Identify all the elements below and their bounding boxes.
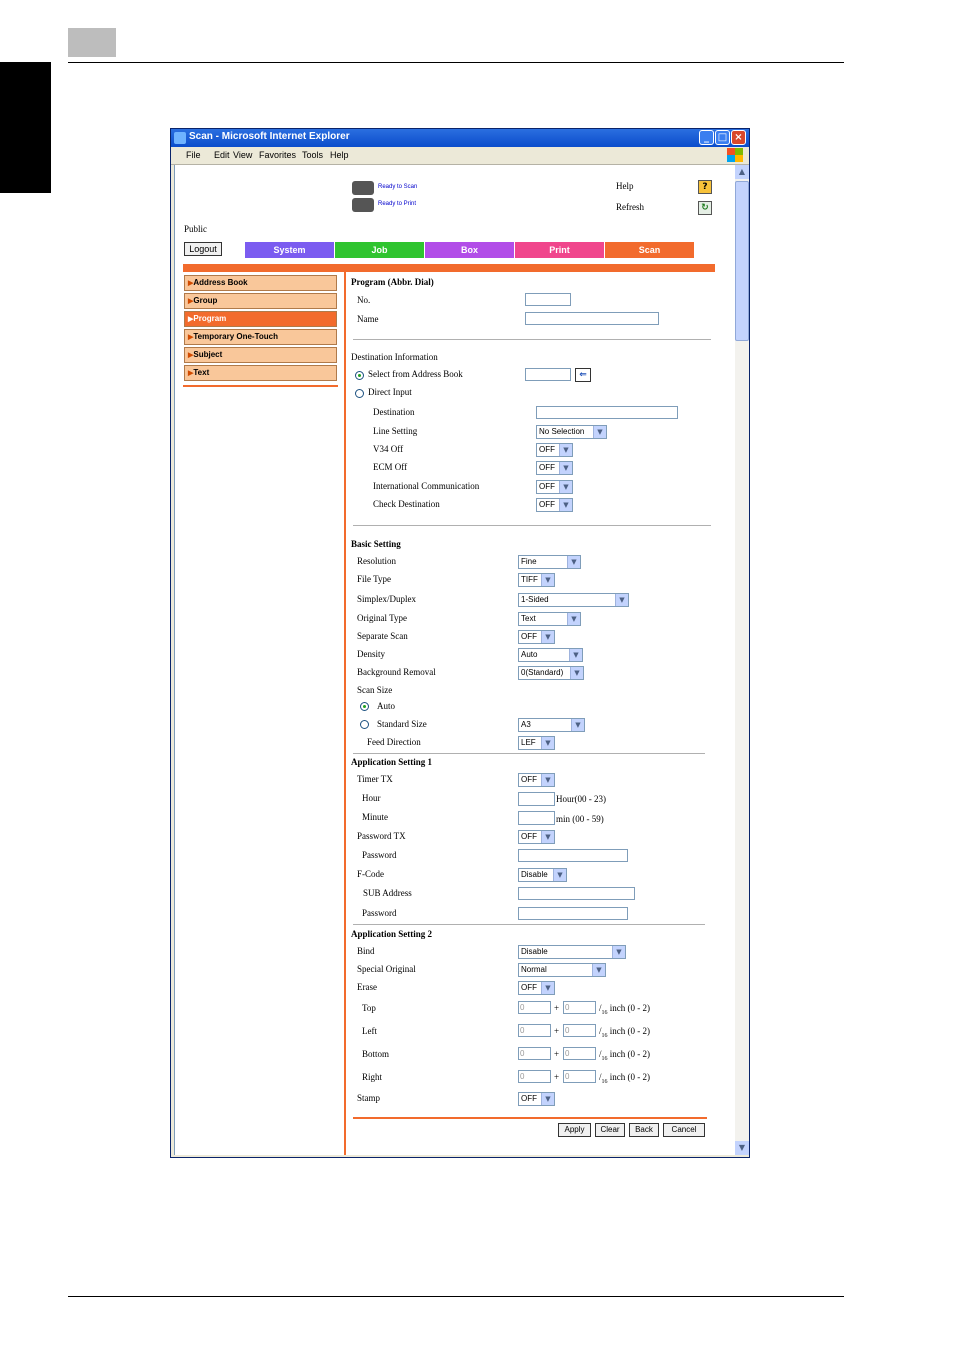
chevron-down-icon: ▼ bbox=[541, 831, 554, 843]
user-mode: Public bbox=[184, 224, 208, 234]
minute-label: Minute bbox=[362, 812, 388, 822]
erase-right-unit: $/_{16}$ inch (0 - 2) bbox=[599, 1072, 651, 1085]
bind-select[interactable]: Disable ▼ bbox=[518, 945, 626, 959]
password-input[interactable] bbox=[518, 849, 628, 862]
chevron-down-icon: ▼ bbox=[559, 499, 572, 511]
chevron-down-icon: ▼ bbox=[592, 964, 605, 976]
sidebar-divider bbox=[183, 385, 338, 387]
logout-button[interactable]: Logout bbox=[184, 242, 222, 256]
vertical-scrollbar[interactable] bbox=[734, 165, 749, 1155]
help-icon[interactable]: ? bbox=[698, 180, 712, 194]
resolution-label: Resolution bbox=[357, 556, 397, 566]
feed-direction-label: Feed Direction bbox=[367, 737, 421, 747]
chevron-down-icon: ▼ bbox=[541, 737, 554, 749]
browser-window bbox=[170, 128, 750, 1158]
chevron-down-icon: ▼ bbox=[541, 774, 554, 786]
erase-bottom-unit: $/_{16}$ inch (0 - 2) bbox=[599, 1049, 651, 1062]
maximize-button[interactable]: □ bbox=[715, 130, 730, 145]
tab-scan[interactable]: Scan bbox=[605, 242, 694, 258]
tab-box[interactable]: Box bbox=[425, 242, 514, 258]
basic-setting-title: Basic Setting bbox=[351, 539, 401, 549]
divider bbox=[353, 525, 711, 526]
fcode-password-label: Password bbox=[362, 908, 397, 918]
page-tab-marker bbox=[68, 28, 116, 57]
menu-file[interactable]: File bbox=[186, 150, 201, 160]
address-book-icon[interactable]: ⇐ bbox=[575, 368, 591, 382]
original-type-label: Original Type bbox=[357, 613, 407, 623]
erase-left-label: Left bbox=[362, 1026, 377, 1036]
minute-input[interactable] bbox=[518, 811, 555, 825]
separate-scan-label: Separate Scan bbox=[357, 631, 408, 641]
printer-icon bbox=[352, 198, 374, 212]
tab-job[interactable]: Job bbox=[335, 242, 424, 258]
erase-top-frac-input[interactable]: 0 bbox=[563, 1001, 596, 1014]
chevron-down-icon: ▼ bbox=[567, 556, 580, 568]
back-button[interactable]: Back bbox=[629, 1123, 659, 1137]
erase-left-unit: $/_{16}$ inch (0 - 2) bbox=[599, 1026, 651, 1039]
plus-sign: + bbox=[554, 1026, 560, 1036]
erase-bottom-int-input[interactable]: 0 bbox=[518, 1047, 551, 1060]
sidebar-item-program[interactable]: ▶Program bbox=[184, 311, 337, 327]
density-select[interactable]: Auto ▼ bbox=[518, 648, 583, 662]
special-original-label: Special Original bbox=[357, 964, 416, 974]
scanner-icon bbox=[352, 181, 374, 195]
chevron-down-icon: ▼ bbox=[567, 613, 580, 625]
standard-size-radio[interactable] bbox=[360, 720, 369, 729]
page-top-rule bbox=[68, 62, 844, 63]
form-footer-divider bbox=[353, 1117, 707, 1119]
menu-edit[interactable]: Edit bbox=[214, 150, 230, 160]
fcode-select[interactable]: Disable ▼ bbox=[518, 868, 567, 882]
address-book-input[interactable] bbox=[525, 368, 571, 381]
erase-bottom-frac-input[interactable]: 0 bbox=[563, 1047, 596, 1060]
select-from-book-label: Select from Address Book bbox=[368, 369, 463, 379]
chevron-down-icon: ▼ bbox=[553, 869, 566, 881]
chevron-down-icon: ▼ bbox=[570, 667, 583, 679]
chevron-down-icon: ▼ bbox=[559, 444, 572, 456]
minimize-button[interactable]: _ bbox=[699, 130, 714, 145]
sub-address-label: SUB Address bbox=[363, 888, 412, 898]
page-side-marker bbox=[0, 62, 51, 193]
chevron-down-icon: ▼ bbox=[571, 719, 584, 731]
tab-system[interactable]: System bbox=[245, 242, 334, 258]
select-from-book-radio[interactable] bbox=[355, 371, 364, 380]
chevron-down-icon: ▼ bbox=[541, 631, 554, 643]
feed-direction-select[interactable]: LEF ▼ bbox=[518, 736, 555, 750]
password-label: Password bbox=[362, 850, 397, 860]
erase-label: Erase bbox=[357, 982, 377, 992]
divider bbox=[353, 924, 705, 925]
menu-help[interactable]: Help bbox=[330, 150, 349, 160]
ie-icon bbox=[174, 132, 186, 144]
sidebar-item-address-book[interactable]: ▶Address Book bbox=[184, 275, 337, 291]
windows-logo-icon bbox=[727, 148, 743, 162]
sidebar-item-text[interactable]: ▶Text bbox=[184, 365, 337, 381]
simplex-duplex-select[interactable]: 1-Sided ▼ bbox=[518, 593, 629, 607]
divider bbox=[353, 339, 711, 340]
scan-size-auto-label: Auto bbox=[377, 701, 395, 711]
sub-address-input[interactable] bbox=[518, 887, 635, 900]
plus-sign: + bbox=[554, 1049, 560, 1059]
close-button[interactable]: × bbox=[731, 130, 746, 145]
tab-print[interactable]: Print bbox=[515, 242, 604, 258]
destination-info-title: Destination Information bbox=[351, 352, 438, 362]
intl-comm-label: International Communication bbox=[373, 481, 480, 491]
v34-off-select[interactable]: OFF ▼ bbox=[536, 443, 573, 457]
chevron-down-icon: ▼ bbox=[593, 426, 606, 438]
hour-input[interactable] bbox=[518, 792, 555, 806]
file-type-select[interactable]: TIFF ▼ bbox=[518, 573, 555, 587]
background-removal-select[interactable]: 0(Standard) ▼ bbox=[518, 666, 584, 680]
ecm-off-select[interactable]: OFF ▼ bbox=[536, 461, 573, 475]
hour-range: Hour(00 - 23) bbox=[556, 794, 606, 804]
chevron-down-icon: ▼ bbox=[559, 481, 572, 493]
plus-sign: + bbox=[554, 1003, 560, 1013]
bind-label: Bind bbox=[357, 946, 375, 956]
erase-top-label: Top bbox=[362, 1003, 376, 1013]
scan-size-auto-radio[interactable] bbox=[360, 702, 369, 711]
name-input[interactable] bbox=[525, 312, 659, 325]
erase-right-label: Right bbox=[362, 1072, 383, 1082]
erase-left-frac-input[interactable]: 0 bbox=[563, 1024, 596, 1037]
direct-input-label: Direct Input bbox=[368, 387, 412, 397]
plus-sign: + bbox=[554, 1072, 560, 1082]
content-divider bbox=[344, 272, 346, 1155]
name-label: Name bbox=[357, 314, 379, 324]
refresh-icon[interactable]: ↻ bbox=[698, 201, 712, 215]
timer-tx-select[interactable]: OFF ▼ bbox=[518, 773, 555, 787]
erase-left-int-input[interactable]: 0 bbox=[518, 1024, 551, 1037]
sidebar-item-subject[interactable]: ▶Subject bbox=[184, 347, 337, 363]
check-destination-label: Check Destination bbox=[373, 499, 440, 509]
erase-right-int-input[interactable]: 0 bbox=[518, 1070, 551, 1083]
separate-scan-select[interactable]: OFF ▼ bbox=[518, 630, 555, 644]
status-scan: Ready to Scan bbox=[378, 184, 418, 190]
app-setting-2-title: Application Setting 2 bbox=[351, 929, 433, 939]
destination-label: Destination bbox=[373, 407, 415, 417]
original-type-select[interactable]: Text ▼ bbox=[518, 612, 581, 626]
menu-bar bbox=[171, 147, 749, 165]
erase-top-unit: $/_{16}$ inch (0 - 2) bbox=[599, 1003, 651, 1016]
window-title: Scan - Microsoft Internet Explorer bbox=[189, 131, 350, 142]
sidebar-item-group[interactable]: ▶Group bbox=[184, 293, 337, 309]
fcode-label: F-Code bbox=[357, 869, 384, 879]
scan-size-label: Scan Size bbox=[357, 685, 393, 695]
status-print: Ready to Print bbox=[378, 201, 417, 207]
no-input[interactable] bbox=[525, 293, 571, 306]
page-content bbox=[174, 165, 735, 1155]
intl-comm-select[interactable]: OFF ▼ bbox=[536, 480, 573, 494]
header-divider bbox=[183, 264, 715, 272]
refresh-label: Refresh bbox=[616, 202, 644, 212]
menu-favorites[interactable]: Favorites bbox=[259, 150, 297, 160]
chevron-down-icon: ▼ bbox=[541, 574, 554, 586]
divider bbox=[353, 753, 705, 754]
erase-bottom-label: Bottom bbox=[362, 1049, 390, 1059]
chevron-down-icon: ▼ bbox=[569, 649, 582, 661]
chevron-down-icon: ▼ bbox=[559, 462, 572, 474]
erase-right-frac-input[interactable]: 0 bbox=[563, 1070, 596, 1083]
erase-select[interactable]: OFF ▼ bbox=[518, 981, 555, 995]
no-label: No. bbox=[357, 295, 371, 305]
chevron-down-icon: ▼ bbox=[615, 594, 628, 606]
page-bottom-rule bbox=[68, 1296, 844, 1297]
help-label: Help bbox=[616, 181, 634, 191]
password-tx-select[interactable]: OFF ▼ bbox=[518, 830, 555, 844]
stamp-select[interactable]: OFF ▼ bbox=[518, 1092, 555, 1106]
file-type-label: File Type bbox=[357, 574, 391, 584]
fcode-password-input[interactable] bbox=[518, 907, 628, 920]
destination-input[interactable] bbox=[536, 406, 678, 419]
stamp-label: Stamp bbox=[357, 1093, 381, 1103]
special-original-select[interactable]: Normal ▼ bbox=[518, 963, 606, 977]
resolution-select[interactable]: Fine ▼ bbox=[518, 555, 581, 569]
erase-top-int-input[interactable]: 0 bbox=[518, 1001, 551, 1014]
direct-input-radio[interactable] bbox=[355, 389, 364, 398]
line-setting-label: Line Setting bbox=[373, 426, 418, 436]
chevron-down-icon: ▼ bbox=[612, 946, 625, 958]
apply-button[interactable]: Apply bbox=[558, 1123, 591, 1137]
clear-button[interactable]: Clear bbox=[595, 1123, 625, 1137]
simplex-duplex-label: Simplex/Duplex bbox=[357, 594, 416, 604]
density-label: Density bbox=[357, 649, 385, 659]
ecm-off-label: ECM Off bbox=[373, 462, 408, 472]
title-bar bbox=[171, 129, 749, 147]
background-removal-label: Background Removal bbox=[357, 667, 436, 677]
program-title: Program (Abbr. Dial) bbox=[351, 277, 434, 287]
sidebar-item-temporary-one-touch[interactable]: ▶Temporary One-Touch bbox=[184, 329, 337, 345]
scroll-down-icon[interactable]: ▼ bbox=[735, 1141, 749, 1155]
menu-view[interactable]: View bbox=[233, 150, 253, 160]
password-tx-label: Password TX bbox=[357, 831, 406, 841]
scroll-thumb[interactable] bbox=[735, 181, 749, 341]
standard-size-select[interactable]: A3 ▼ bbox=[518, 718, 585, 732]
check-destination-select[interactable]: OFF ▼ bbox=[536, 498, 573, 512]
menu-tools[interactable]: Tools bbox=[302, 150, 324, 160]
cancel-button[interactable]: Cancel bbox=[663, 1123, 705, 1137]
chevron-down-icon: ▼ bbox=[541, 982, 554, 994]
timer-tx-label: Timer TX bbox=[357, 774, 393, 784]
hour-label: Hour bbox=[362, 793, 381, 803]
v34-off-label: V34 Off bbox=[373, 444, 404, 454]
minute-range: min (00 - 59) bbox=[556, 814, 604, 824]
line-setting-select[interactable]: No Selection ▼ bbox=[536, 425, 607, 439]
scroll-up-icon[interactable]: ▲ bbox=[735, 165, 749, 179]
standard-size-label: Standard Size bbox=[377, 719, 427, 729]
chevron-down-icon: ▼ bbox=[541, 1093, 554, 1105]
app-setting-1-title: Application Setting 1 bbox=[351, 757, 433, 767]
